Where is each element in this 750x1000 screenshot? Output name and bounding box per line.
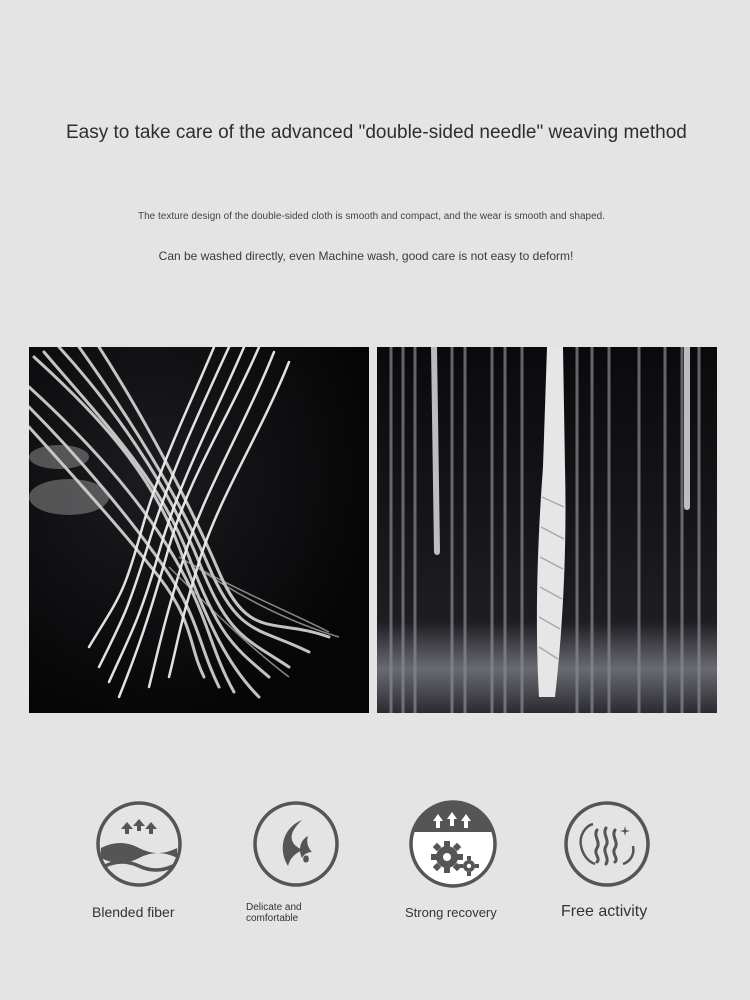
feature-label: Delicate and comfortable: [246, 902, 302, 924]
blended-fiber-icon: [95, 800, 183, 888]
recovery-gears-icon: [409, 800, 497, 888]
page-title: Easy to take care of the advanced "double-sided needle" weaving method: [66, 122, 687, 143]
leaf-softness-icon: [252, 800, 340, 888]
description-care: Can be washed directly, even Machine wash, good care is not easy to deform!: [158, 249, 574, 263]
stretch-activity-icon: [563, 800, 651, 888]
feature-label: Blended fiber: [92, 904, 175, 920]
vertical-threads-photo: [377, 347, 717, 713]
twisted-fiber-photo: [29, 347, 369, 713]
description-texture: The texture design of the double-sided cloth is smooth and compact, and the wear is smooth and shaped.: [138, 211, 605, 222]
feature-label: Strong recovery: [405, 905, 497, 920]
feature-label: Free activity: [561, 903, 648, 920]
